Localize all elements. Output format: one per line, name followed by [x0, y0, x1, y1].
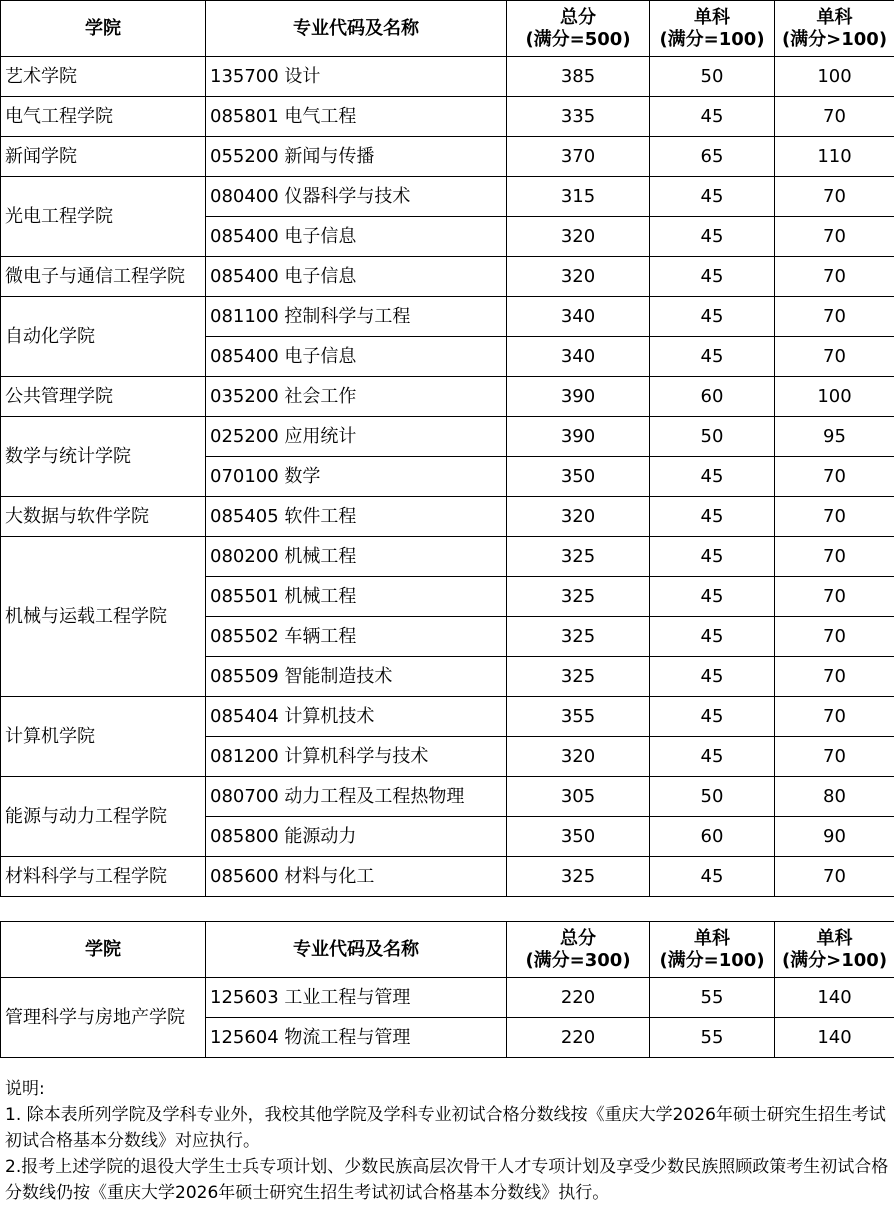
header-single	[650, 922, 775, 978]
score-table-secondary	[0, 921, 894, 1058]
table-row	[1, 697, 894, 737]
header-single-label: 单科	[694, 6, 730, 28]
header-single-large	[775, 1, 894, 57]
single-score-cell: 45	[650, 337, 775, 377]
single-large-score-cell: 70	[775, 857, 894, 897]
table-row	[1, 377, 894, 417]
college-cell: 微电子与通信工程学院	[1, 257, 206, 297]
single-large-score-cell: 70	[775, 217, 894, 257]
major-cell: 085600 材料与化工	[206, 857, 507, 897]
table-header-row	[1, 1, 894, 57]
total-score-cell: 390	[507, 377, 650, 417]
single-large-score-cell: 140	[775, 1018, 894, 1058]
major-cell: 025200 应用统计	[206, 417, 507, 457]
college-cell: 机械与运载工程学院	[1, 537, 206, 697]
college-cell: 电气工程学院	[1, 97, 206, 137]
single-score-cell: 45	[650, 97, 775, 137]
major-cell: 080700 动力工程及工程热物理	[206, 777, 507, 817]
single-large-score-cell: 70	[775, 657, 894, 697]
single-large-score-cell: 70	[775, 737, 894, 777]
single-large-score-cell: 70	[775, 177, 894, 217]
major-cell: 080400 仪器科学与技术	[206, 177, 507, 217]
header-total-label: 总分	[560, 6, 596, 28]
single-score-cell: 45	[650, 737, 775, 777]
notes-section	[5, 1076, 889, 1206]
table-body	[1, 57, 894, 897]
table-row	[1, 257, 894, 297]
total-score-cell: 320	[507, 497, 650, 537]
single-large-score-cell: 70	[775, 257, 894, 297]
college-cell: 艺术学院	[1, 57, 206, 97]
major-cell: 135700 设计	[206, 57, 507, 97]
single-score-cell: 45	[650, 257, 775, 297]
major-cell: 085800 能源动力	[206, 817, 507, 857]
single-large-score-cell: 140	[775, 978, 894, 1018]
college-cell: 数学与统计学院	[1, 417, 206, 497]
single-large-score-cell: 100	[775, 377, 894, 417]
major-cell: 085509 智能制造技术	[206, 657, 507, 697]
single-large-score-cell: 70	[775, 617, 894, 657]
single-score-cell: 45	[650, 177, 775, 217]
major-cell: 035200 社会工作	[206, 377, 507, 417]
table-row	[1, 177, 894, 217]
table-row	[1, 857, 894, 897]
single-score-cell: 45	[650, 657, 775, 697]
notes-title: 说明:	[5, 1079, 45, 1099]
header-single-max: (满分=100)	[659, 949, 765, 971]
table-row	[1, 497, 894, 537]
single-large-score-cell: 90	[775, 817, 894, 857]
total-score-cell: 325	[507, 537, 650, 577]
major-cell: 085405 软件工程	[206, 497, 507, 537]
major-cell: 085502 车辆工程	[206, 617, 507, 657]
total-score-cell: 325	[507, 657, 650, 697]
single-large-score-cell: 80	[775, 777, 894, 817]
single-large-score-cell: 70	[775, 537, 894, 577]
table-body	[1, 978, 894, 1058]
single-score-cell: 45	[650, 497, 775, 537]
total-score-cell: 325	[507, 857, 650, 897]
single-large-score-cell: 95	[775, 417, 894, 457]
total-score-cell: 350	[507, 817, 650, 857]
total-score-cell: 350	[507, 457, 650, 497]
major-cell: 085400 电子信息	[206, 257, 507, 297]
header-single-large-max: (满分>100)	[781, 28, 888, 50]
college-cell: 公共管理学院	[1, 377, 206, 417]
table-row	[1, 137, 894, 177]
single-score-cell: 45	[650, 697, 775, 737]
header-major: 专业代码及名称	[206, 1, 507, 57]
header-total-max: (满分=300)	[525, 949, 631, 971]
single-score-cell: 45	[650, 617, 775, 657]
total-score-cell: 340	[507, 337, 650, 377]
total-score-cell: 335	[507, 97, 650, 137]
table-row	[1, 417, 894, 457]
college-cell: 自动化学院	[1, 297, 206, 377]
total-score-cell: 305	[507, 777, 650, 817]
single-score-cell: 55	[650, 978, 775, 1018]
single-large-score-cell: 100	[775, 57, 894, 97]
header-single-label: 单科	[694, 927, 730, 949]
total-score-cell: 320	[507, 217, 650, 257]
single-score-cell: 45	[650, 537, 775, 577]
major-cell: 070100 数学	[206, 457, 507, 497]
table-row	[1, 57, 894, 97]
major-cell: 085801 电气工程	[206, 97, 507, 137]
total-score-cell: 320	[507, 257, 650, 297]
major-cell: 085404 计算机技术	[206, 697, 507, 737]
total-score-cell: 320	[507, 737, 650, 777]
major-cell: 081100 控制科学与工程	[206, 297, 507, 337]
table-row	[1, 777, 894, 817]
college-cell: 材料科学与工程学院	[1, 857, 206, 897]
header-single	[650, 1, 775, 57]
header-total-label: 总分	[560, 927, 596, 949]
total-score-cell: 325	[507, 577, 650, 617]
single-large-score-cell: 70	[775, 337, 894, 377]
header-college: 学院	[1, 922, 206, 978]
header-single-large-label: 单科	[816, 6, 853, 28]
single-score-cell: 50	[650, 777, 775, 817]
single-score-cell: 65	[650, 137, 775, 177]
single-score-cell: 60	[650, 377, 775, 417]
college-cell: 大数据与软件学院	[1, 497, 206, 537]
single-score-cell: 50	[650, 57, 775, 97]
single-score-cell: 55	[650, 1018, 775, 1058]
header-single-large-max: (满分>100)	[781, 949, 888, 971]
single-large-score-cell: 110	[775, 137, 894, 177]
major-cell: 055200 新闻与传播	[206, 137, 507, 177]
college-cell: 光电工程学院	[1, 177, 206, 257]
single-large-score-cell: 70	[775, 97, 894, 137]
table-row	[1, 537, 894, 577]
header-single-large-label: 单科	[816, 927, 853, 949]
major-cell: 085501 机械工程	[206, 577, 507, 617]
single-score-cell: 60	[650, 817, 775, 857]
single-score-cell: 45	[650, 857, 775, 897]
total-score-cell: 220	[507, 978, 650, 1018]
header-total	[507, 922, 650, 978]
single-score-cell: 45	[650, 577, 775, 617]
header-college: 学院	[1, 1, 206, 57]
table-row	[1, 978, 894, 1018]
note-2: 2.报考上述学院的退役大学生士兵专项计划、少数民族高层次骨干人才专项计划及享受少数民族照顾政策考生初试合格分数线仍按《重庆大学2026年硕士研究生招生考试初试合格基本分数线》执行。	[5, 1157, 889, 1203]
college-cell: 计算机学院	[1, 697, 206, 777]
major-cell: 081200 计算机科学与技术	[206, 737, 507, 777]
college-cell: 能源与动力工程学院	[1, 777, 206, 857]
major-cell: 080200 机械工程	[206, 537, 507, 577]
total-score-cell: 315	[507, 177, 650, 217]
major-cell: 085400 电子信息	[206, 337, 507, 377]
single-large-score-cell: 70	[775, 577, 894, 617]
note-1: 1. 除本表所列学院及学科专业外，我校其他学院及学科专业初试合格分数线按《重庆大学2026年硕士研究生招生考试初试合格基本分数线》对应执行。	[5, 1105, 886, 1151]
major-cell: 085400 电子信息	[206, 217, 507, 257]
single-score-cell: 50	[650, 417, 775, 457]
college-cell: 管理科学与房地产学院	[1, 978, 206, 1058]
college-cell: 新闻学院	[1, 137, 206, 177]
total-score-cell: 385	[507, 57, 650, 97]
header-single-max: (满分=100)	[659, 28, 765, 50]
total-score-cell: 370	[507, 137, 650, 177]
single-score-cell: 45	[650, 457, 775, 497]
total-score-cell: 325	[507, 617, 650, 657]
total-score-cell: 220	[507, 1018, 650, 1058]
single-large-score-cell: 70	[775, 297, 894, 337]
header-total-max: (满分=500)	[525, 28, 631, 50]
header-major: 专业代码及名称	[206, 922, 507, 978]
table-row	[1, 297, 894, 337]
single-large-score-cell: 70	[775, 697, 894, 737]
table-header-row	[1, 922, 894, 978]
single-score-cell: 45	[650, 217, 775, 257]
single-large-score-cell: 70	[775, 497, 894, 537]
major-cell: 125603 工业工程与管理	[206, 978, 507, 1018]
total-score-cell: 340	[507, 297, 650, 337]
header-single-large	[775, 922, 894, 978]
major-cell: 125604 物流工程与管理	[206, 1018, 507, 1058]
single-large-score-cell: 70	[775, 457, 894, 497]
single-score-cell: 45	[650, 297, 775, 337]
table-row	[1, 97, 894, 137]
header-total	[507, 1, 650, 57]
total-score-cell: 355	[507, 697, 650, 737]
total-score-cell: 390	[507, 417, 650, 457]
